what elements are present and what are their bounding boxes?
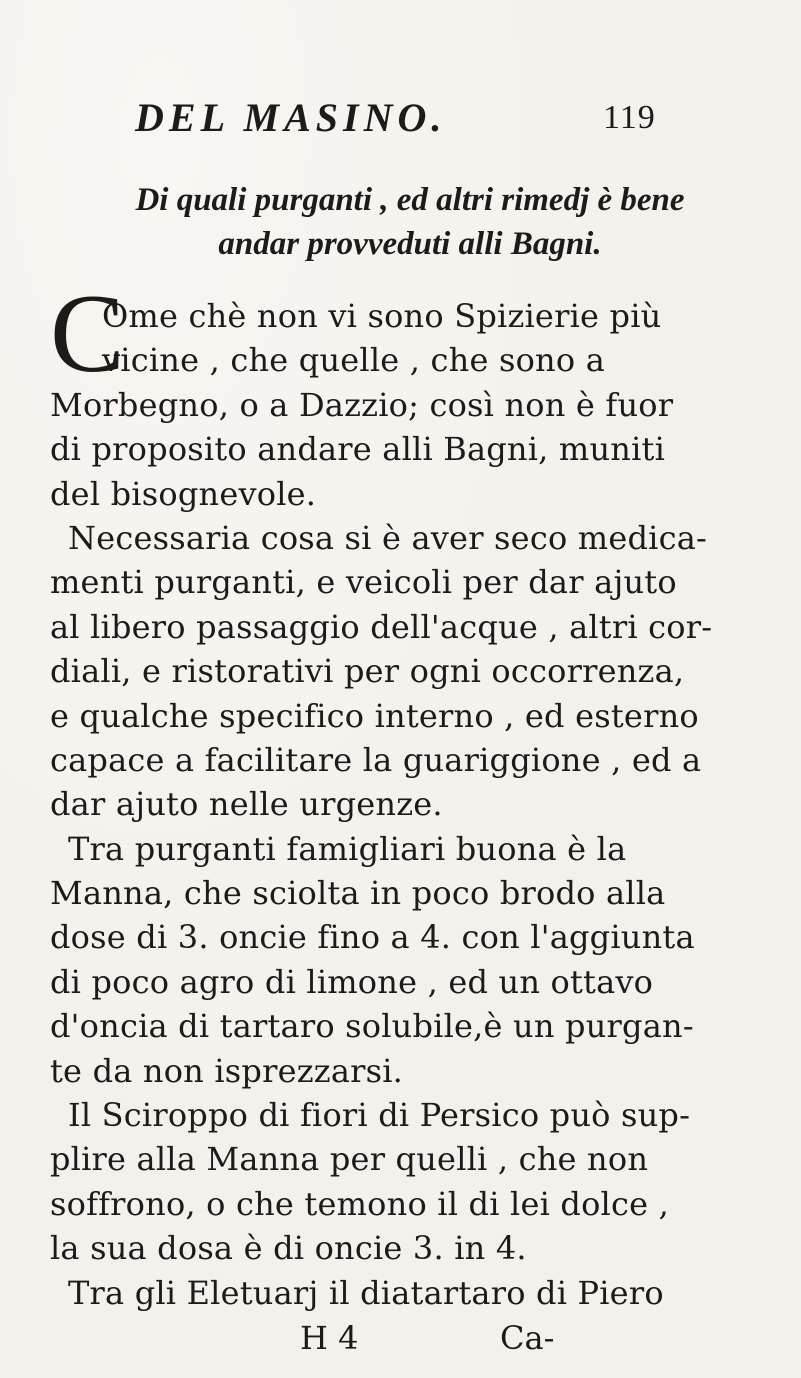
text-line: e qualche specifico interno , ed esterno: [50, 696, 699, 735]
text-line: menti purganti, e veicoli per dar ajuto: [50, 563, 677, 602]
text-line: Il Sciroppo di fiori di Persico può sup-: [68, 1096, 691, 1135]
text-line: dar ajuto nelle urgenze.: [50, 785, 443, 824]
text-line: diali, e ristorativi per ogni occorrenza,: [50, 652, 685, 691]
text-line: dose di 3. oncie fino a 4. con l'aggiunta: [50, 918, 695, 957]
text-line: Tra purganti famigliari buona è la: [68, 829, 627, 868]
signature-mark: H 4: [300, 1319, 359, 1357]
text-line: d'oncia di tartaro solubile,è un purgan-: [50, 1007, 694, 1046]
text-line: al libero passaggio dell'acque , altri cor-: [50, 607, 713, 646]
catchword: Ca-: [500, 1319, 555, 1357]
text-line: Necessaria cosa si è aver seco medica-: [68, 518, 707, 557]
catchwords: [300, 1316, 660, 1360]
text-line: te da non isprezzarsi.: [50, 1051, 404, 1090]
running-head: [135, 92, 695, 144]
text-line: plire alla Manna per quelli , che non: [50, 1140, 649, 1179]
text-line: del bisognevole.: [50, 474, 317, 513]
chapter-heading: [60, 178, 760, 266]
text-line: Morbegno, o a Dazzio; così non è fuor: [50, 385, 674, 424]
running-head-title: DEL MASINO.: [135, 95, 447, 140]
chapter-heading-line-1: Di quali purganti , ed altri rimedj è bene: [135, 182, 685, 218]
text-line: di poco agro di limone , ed un ottavo: [50, 962, 654, 1001]
text-line: soffrono, o che temono il di lei dolce ,: [50, 1184, 669, 1223]
text-line: Tra gli Eletuarj il diatartaro di Piero: [68, 1273, 664, 1312]
text-line: la sua dosa è di oncie 3. in 4.: [50, 1229, 527, 1268]
body-text: [50, 294, 765, 1315]
chapter-heading-line-2: andar provveduti alli Bagni.: [218, 226, 602, 262]
text-line: Manna, che sciolta in poco brodo alla: [50, 874, 666, 913]
drop-cap: C: [50, 272, 125, 396]
text-line: vicine , che quelle , che sono a: [102, 341, 605, 380]
text-line: di proposito andare alli Bagni, muniti: [50, 430, 666, 469]
text-line: capace a facilitare la guariggione , ed a: [50, 740, 702, 779]
text-line: Ome chè non vi sono Spizierie più: [102, 297, 662, 335]
page-number: 119: [603, 99, 656, 136]
